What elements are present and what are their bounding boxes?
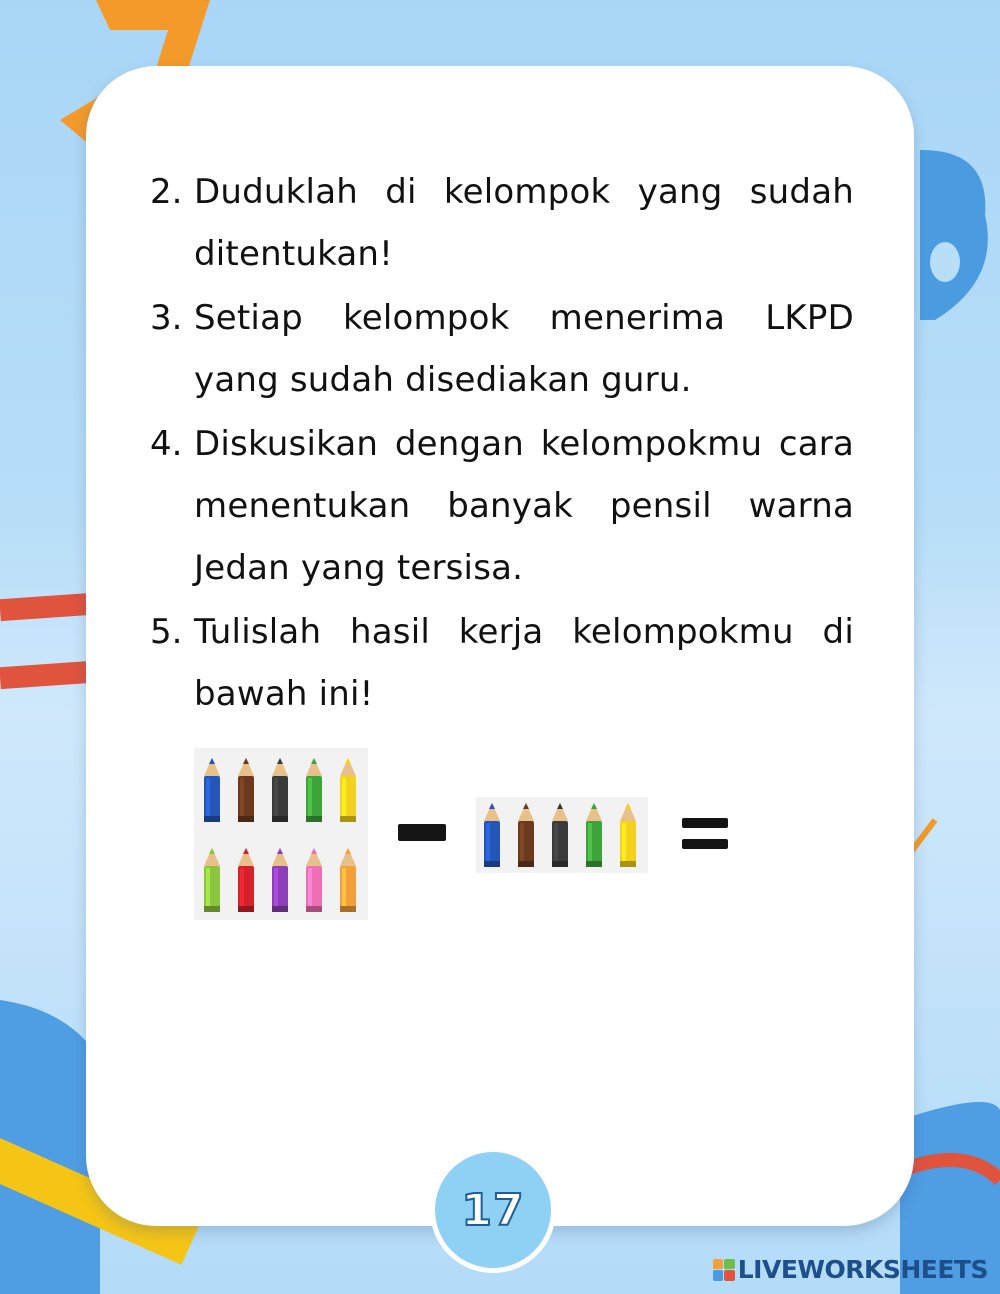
step-number: 2. (150, 172, 183, 212)
colored-pencil-icon (552, 803, 568, 867)
page-number-badge (430, 1147, 556, 1273)
brand-name: LIVEWORKSHEETS (737, 1255, 988, 1284)
pencil-group-ten (194, 748, 368, 920)
colored-pencil-icon (586, 803, 602, 867)
colored-pencil-icon (204, 848, 220, 912)
colored-pencil-icon (238, 758, 254, 822)
step-text: Tulislah hasil kerja kelompokmu di bawah ini! (194, 612, 854, 714)
colored-pencil-icon (204, 758, 220, 822)
liveworksheets-brand (713, 1255, 988, 1284)
colored-pencil-icon (340, 758, 356, 822)
instruction-list (148, 161, 854, 727)
instruction-step (148, 601, 854, 725)
equals-sign-top (682, 818, 728, 828)
liveworksheets-logo-icon (713, 1259, 735, 1281)
instruction-step (148, 413, 854, 599)
pencil-group-ten-image (194, 748, 368, 920)
step-number: 4. (150, 424, 183, 464)
step-text: Setiap kelompok menerima LKPD yang sudah disediakan guru. (194, 298, 854, 400)
colored-pencil-icon (340, 848, 356, 912)
colored-pencil-icon (238, 848, 254, 912)
page-number: 17 (461, 1184, 525, 1236)
step-text: Duduklah di kelompok yang sudah ditentukan! (194, 172, 854, 274)
colored-pencil-icon (518, 803, 534, 867)
equals-sign-bottom (682, 839, 728, 849)
instruction-step (148, 287, 854, 411)
colored-pencil-icon (272, 848, 288, 912)
colored-pencil-icon (484, 803, 500, 867)
colored-pencil-icon (620, 803, 636, 867)
step-number: 3. (150, 298, 183, 338)
minus-sign (398, 824, 446, 841)
step-number: 5. (150, 612, 183, 652)
instruction-step (148, 161, 854, 285)
colored-pencil-icon (306, 758, 322, 822)
step-text: Diskusikan dengan kelompokmu cara menentukan banyak pensil warna Jedan yang tersisa. (194, 424, 854, 588)
pencil-group-five-image (476, 797, 648, 873)
worksheet-card (86, 66, 914, 1226)
colored-pencil-icon (272, 758, 288, 822)
colored-pencil-icon (306, 848, 322, 912)
pencil-group-five (476, 797, 648, 873)
